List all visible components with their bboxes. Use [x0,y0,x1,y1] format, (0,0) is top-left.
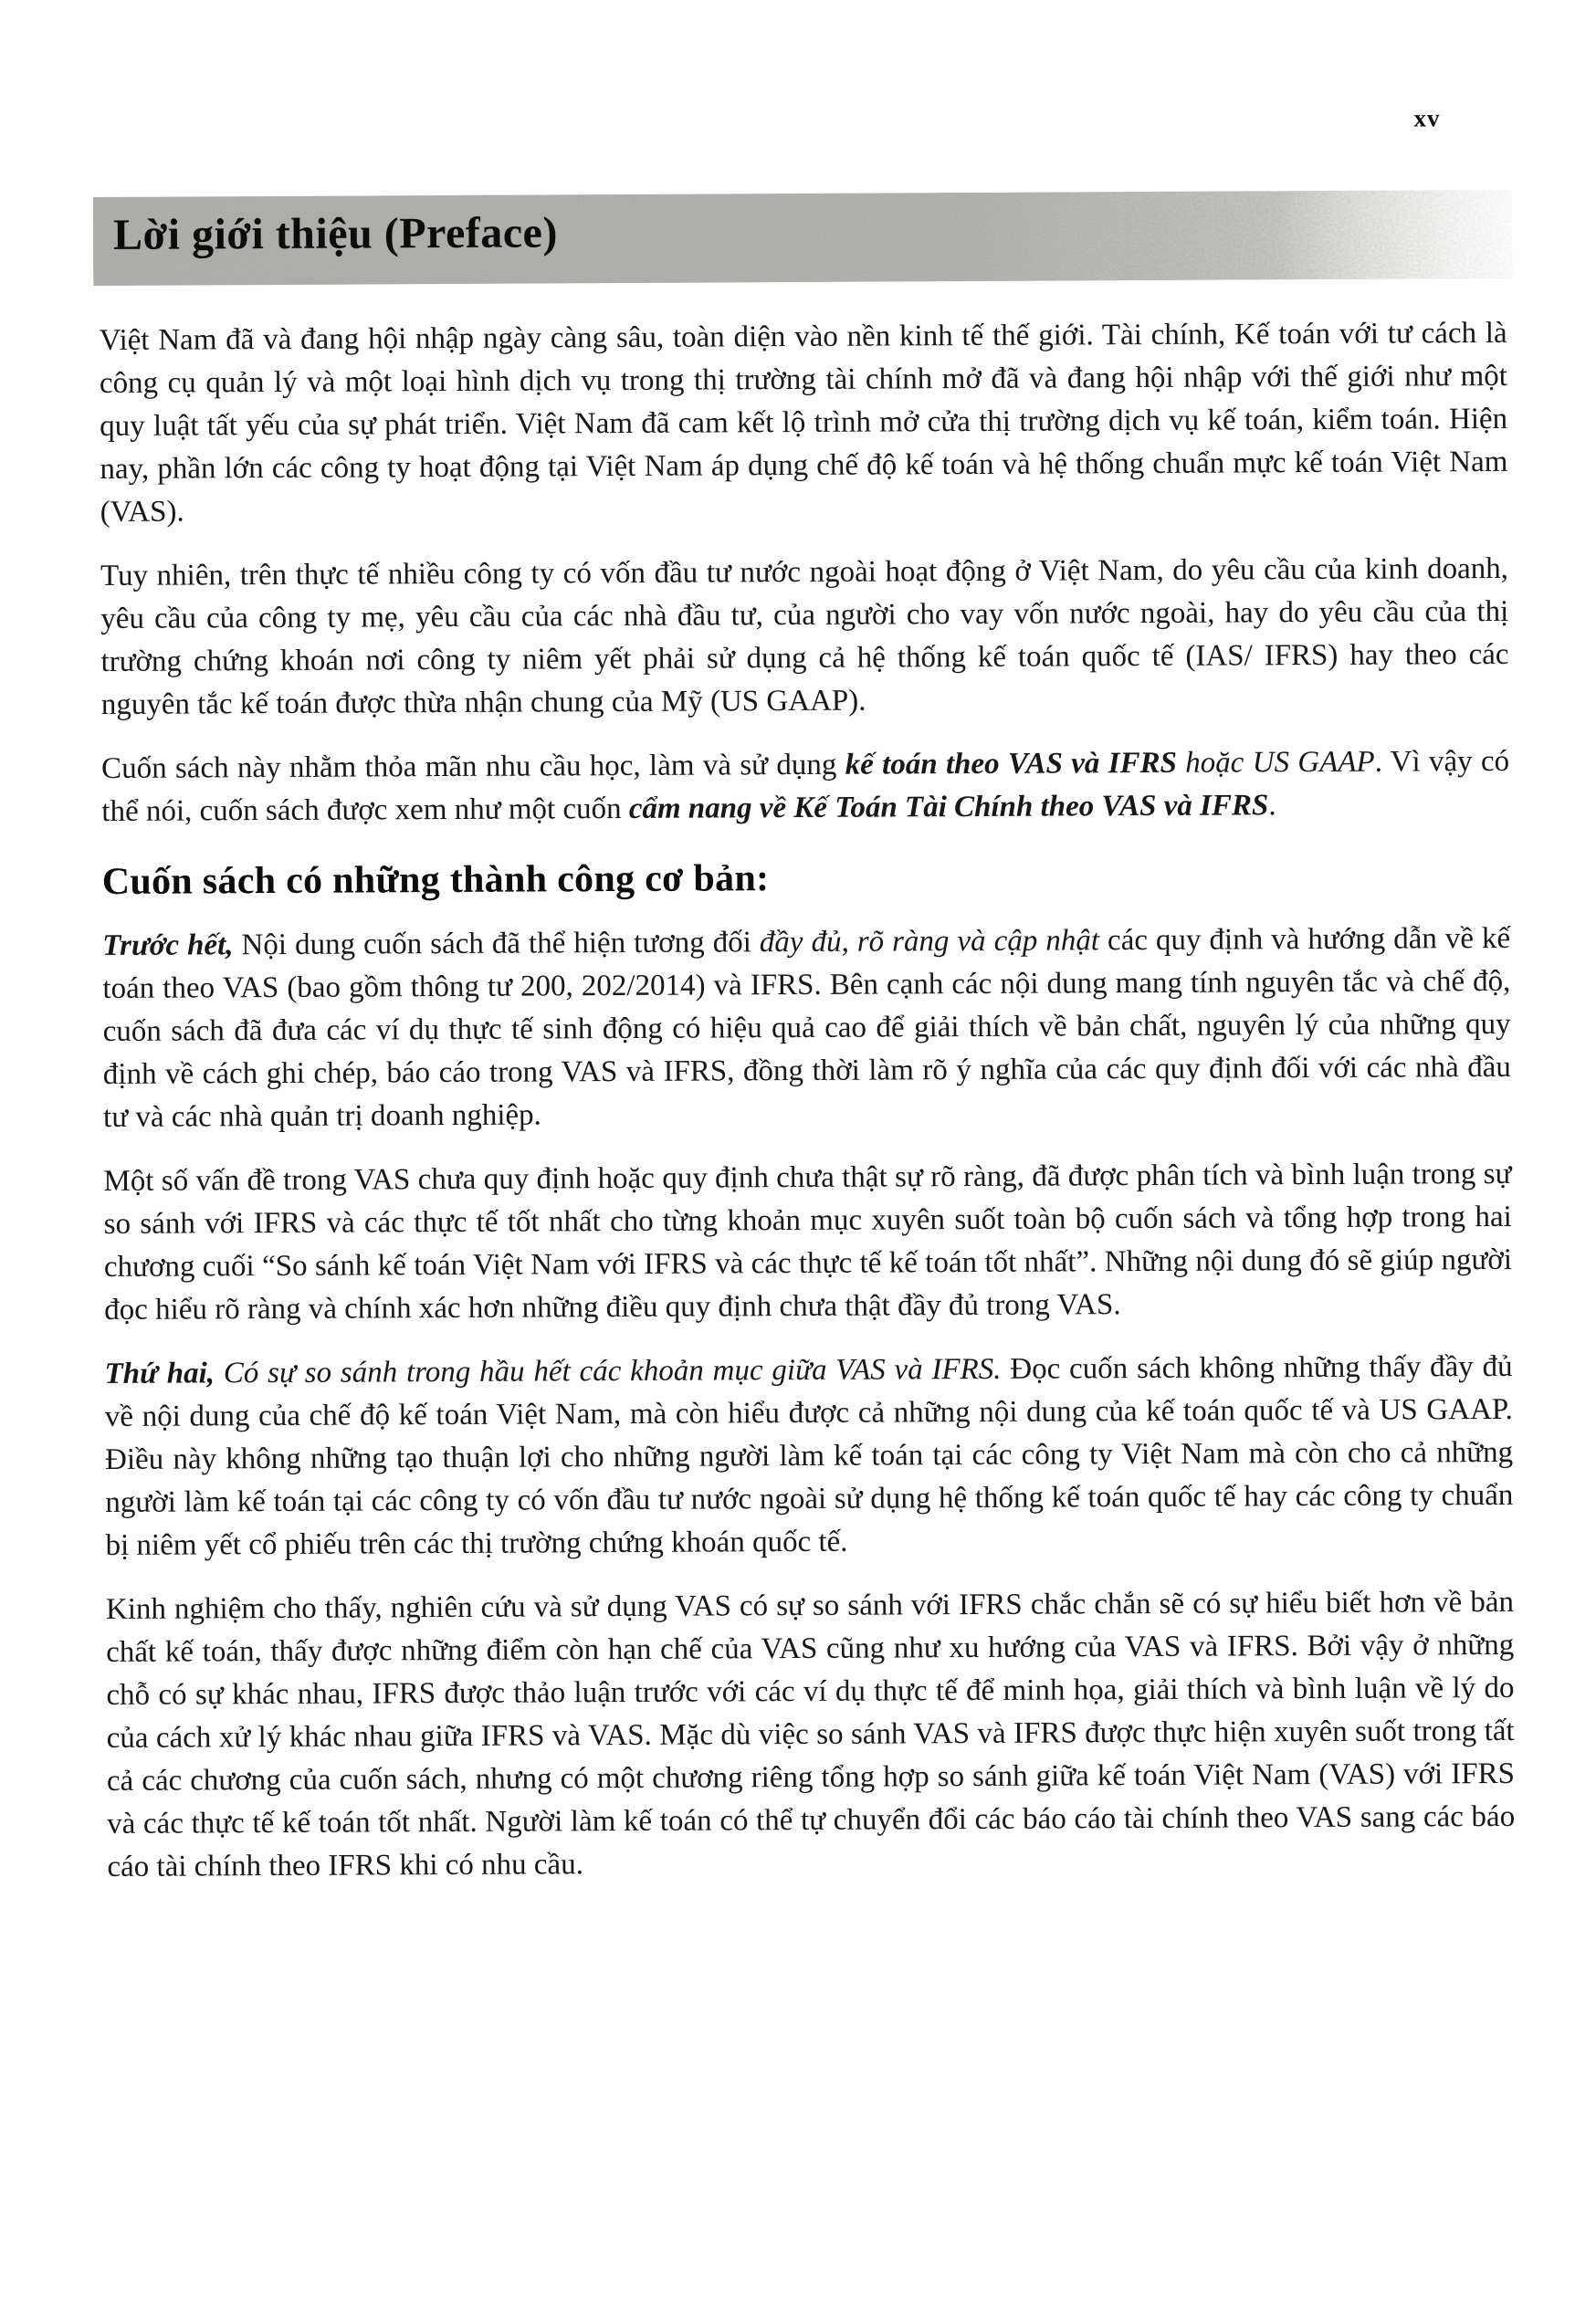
text-run: các quy định và hướng dẫn về kế toán theo VAS (bao gồm thông tư 200, 202/2014) và IFRS. Bên cạnh các nội dung mang tính nguyên tắc và chế độ, cuốn sách đã đưa các ví dụ thực tế sinh động có hiệu quả cao để giải thích về bản chất, nguyên lý của những quy định về cách ghi chép, báo cáo trong VAS và IFRS, đồng thời làm rõ ý nghĩa của các quy định đối với các nhà đầu tư và các nhà quản trị doanh nghiệp. [102,921,1511,1134]
paragraph [100,312,1508,534]
text-run: kế toán theo VAS và IFRS [845,746,1178,781]
text-run: Việt Nam đã và đang hội nhập ngày càng sâu, toàn diện vào nền kinh tế thế giới. Tài chính, Kế toán với tư cách là công cụ quản lý và một loại hình dịch vụ trong thị trường tài chính mở đã và đang hội nhập với thế giới như một quy luật tất yếu của sự phát triển. Việt Nam đã cam kết lộ trình mở cửa thị trường dịch vụ kế toán, kiểm toán. Hiện nay, phần lớn các công ty hoạt động tại Việt Nam áp dụng chế độ kế toán và hệ thống chuẩn mực kế toán Việt Nam (VAS). [99,316,1508,529]
text-run: Đọc cuốn sách không những thấy đầy đủ về nội dung của chế độ kế toán Việt Nam, mà còn hiểu được cả những nội dung của kế toán quốc tế và US GAAP. Điều này không những tạo thuận lợi cho những người làm kế toán tại các công ty Việt Nam mà còn cho cả những người làm kế toán tại các công ty có vốn đầu tư nước ngoài sử dụng hệ thống kế toán quốc tế hay các công ty chuẩn bị niêm yết cổ phiếu trên các thị trường chứng khoán quốc tế. [104,1349,1514,1562]
text-run: . [1268,789,1276,823]
preface-banner [93,190,1512,286]
text-run: Kinh nghiệm cho thấy, nghiên cứu và sử dụng VAS có sự so sánh với IFRS chắc chắn sẽ có sự hiểu biết hơn về bản chất kế toán, thấy được những điểm còn hạn chế của VAS cũng như xu hướng của VAS và IFRS. Bởi vậy ở những chỗ có sự khác nhau, IFRS được thảo luận trước với các ví dụ thực tế để minh họa, giải thích và bình luận về lý do của cách xử lý khác nhau giữa IFRS và VAS. Mặc dù việc so sánh VAS và IFRS được thực hiện xuyên suốt trong tất cả các chương của cuốn sách, nhưng có một chương riêng tổng hợp so sánh giữa kế toán Việt Nam (VAS) với IFRS và các thực tế kế toán tốt nhất. Người làm kế toán có thể tự chuyển đổi các báo cáo tài chính theo VAS sang các báo cáo tài chính theo IFRS khi có nhu cầu. [105,1585,1516,1883]
text-run: Một số vấn đề trong VAS chưa quy định hoặc quy định chưa thật sự rõ ràng, đã được phân tích và bình luận trong sự so sánh với IFRS và các thực tế tốt nhất cho từng khoản mục xuyên suốt toàn bộ cuốn sách và tổng hợp trong hai chương cuối “So sánh kế toán Việt Nam với IFRS và các thực tế kế toán tốt nhất”. Những nội dung đó sẽ giúp người đọc hiểu rõ ràng và chính xác hơn những điều quy định chưa thật đầy đủ trong VAS. [103,1157,1513,1327]
section-heading [102,851,1510,906]
text-run: Nội dung cuốn sách đã thể hiện tương đối [233,926,760,962]
text-run: Tuy nhiên, trên thực tế nhiều công ty có vốn đầu tư nước ngoài hoạt động ở Việt Nam, do yêu cầu của kinh doanh, yêu cầu của công ty mẹ, yêu cầu của các nhà đầu tư, của người cho vay vốn nước ngoài, hay do yêu cầu của thị trường chứng khoán nơi công ty niêm yết phải sử dụng cả hệ thống kế toán quốc tế (IAS/ IFRS) hay theo các nguyên tắc kế toán được thừa nhận chung của Mỹ (US GAAP). [100,551,1509,721]
preface-title: Lời giới thiệu (Preface) [112,208,559,259]
preface-body [100,312,1516,1910]
text-run: đầy đủ, rõ ràng và cập nhật [759,924,1100,960]
text-run: Thứ hai, [104,1357,215,1390]
paragraph [104,1346,1513,1568]
paragraph [100,548,1509,727]
text-run: Có sự so sánh trong hầu hết các khoản mục giữa VAS và IFRS. [214,1352,1002,1390]
paragraph [102,918,1511,1139]
paragraph [101,740,1509,834]
page-number: xv [1413,104,1441,132]
text-run: Cuốn sách này nhằm thỏa mãn nhu cầu học, làm và sử dụng [101,748,845,785]
text-run: cẩm nang về Kế Toán Tài Chính theo VAS và IFRS [628,789,1269,825]
text-run: hoặc US GAAP [1176,745,1375,780]
text-run: Cuốn sách có những thành công cơ bản: [101,857,770,903]
text-run: . Vì vậy có thể nói, cuốn sách được xem như một cuốn [101,744,1510,828]
text-run: Trước hết, [102,928,234,962]
paragraph [106,1581,1516,1889]
paragraph [103,1153,1512,1332]
